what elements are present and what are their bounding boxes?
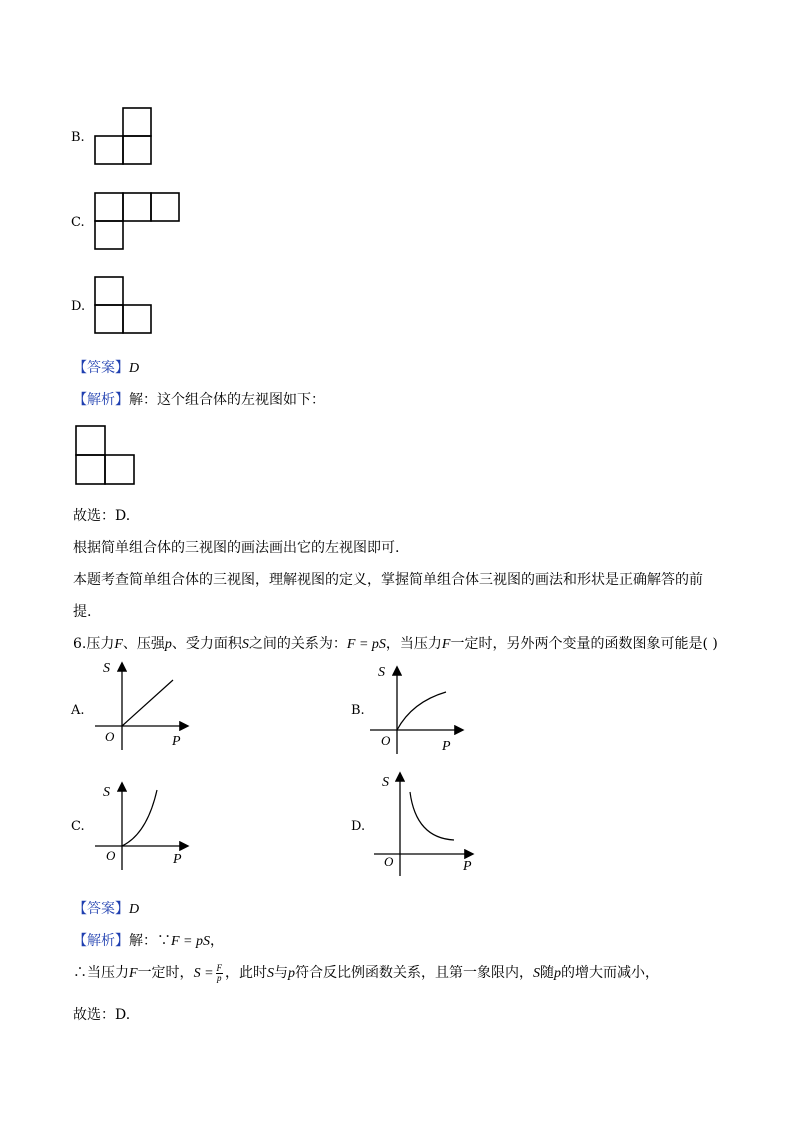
graph-a-curve — [122, 680, 173, 726]
q5-analysis: 【解析】解：这个组合体的左视图如下： — [73, 392, 325, 408]
q5-conclusion: 故选：D. — [73, 508, 131, 524]
graph-a-x-label: P — [172, 734, 181, 749]
graph-d-y-label: S — [382, 775, 389, 790]
graph-c-x-label: P — [173, 852, 182, 867]
graph-b-y-label: S — [378, 665, 385, 680]
graph-a-y-label: S — [103, 661, 110, 676]
option-c-label: C. — [71, 215, 85, 230]
graph-d-origin: O — [384, 854, 394, 869]
option-b-figure — [94, 107, 154, 167]
q5-answer: 【答案】D — [73, 360, 140, 376]
graph-a-label: A. — [71, 703, 85, 718]
q6-answer: 【答案】D — [73, 901, 140, 917]
option-c-figure — [94, 192, 182, 252]
option-d-figure — [94, 276, 154, 336]
q5-left-view-figure — [75, 425, 137, 487]
q6-analysis: 【解析】解：∵F = pS， — [73, 933, 224, 949]
graph-c-y-label: S — [103, 785, 110, 800]
option-d-label: D. — [71, 299, 86, 314]
graph-c-label: C. — [71, 819, 85, 834]
graph-a-origin: O — [105, 729, 115, 744]
q5-note2a: 本题考查简单组合体的三视图，理解视图的定义，掌握简单组合体三视图的画法和形状是正确解答的前 — [73, 572, 703, 588]
option-b-label: B. — [71, 130, 85, 145]
graph-b-curve — [397, 692, 446, 730]
graph-a — [95, 656, 195, 752]
graph-d-curve — [410, 792, 454, 840]
graph-c — [95, 776, 195, 872]
q6-analysis-line2: ∴当压力F一定时，S = $\frac{F}{p}$ ，此时S与p符合反比例函数关系，且第一象限内，S随p的增大而减小， — [73, 962, 660, 983]
graph-b — [370, 660, 470, 756]
fraction-f-over-p: $\frac{F}{p}$ — [216, 962, 223, 983]
graph-d-x-label: P — [463, 859, 472, 874]
q5-note2b: 提. — [73, 604, 92, 620]
graph-b-label: B. — [351, 703, 365, 718]
graph-b-origin: O — [381, 733, 391, 748]
graph-c-origin: O — [106, 848, 116, 863]
q5-note1: 根据简单组合体的三视图的画法画出它的左视图即可. — [73, 540, 400, 556]
q6-stem: 6.压力F、压强p、受力面积S之间的关系为：F = pS，当压力F一定时，另外两个变量的函数图象可能是( ) — [73, 636, 718, 652]
graph-d-label: D. — [351, 819, 366, 834]
graph-d — [372, 768, 478, 878]
graph-b-x-label: P — [442, 739, 451, 754]
q6-conclusion: 故选：D. — [73, 1007, 131, 1023]
graph-c-curve — [122, 790, 157, 846]
